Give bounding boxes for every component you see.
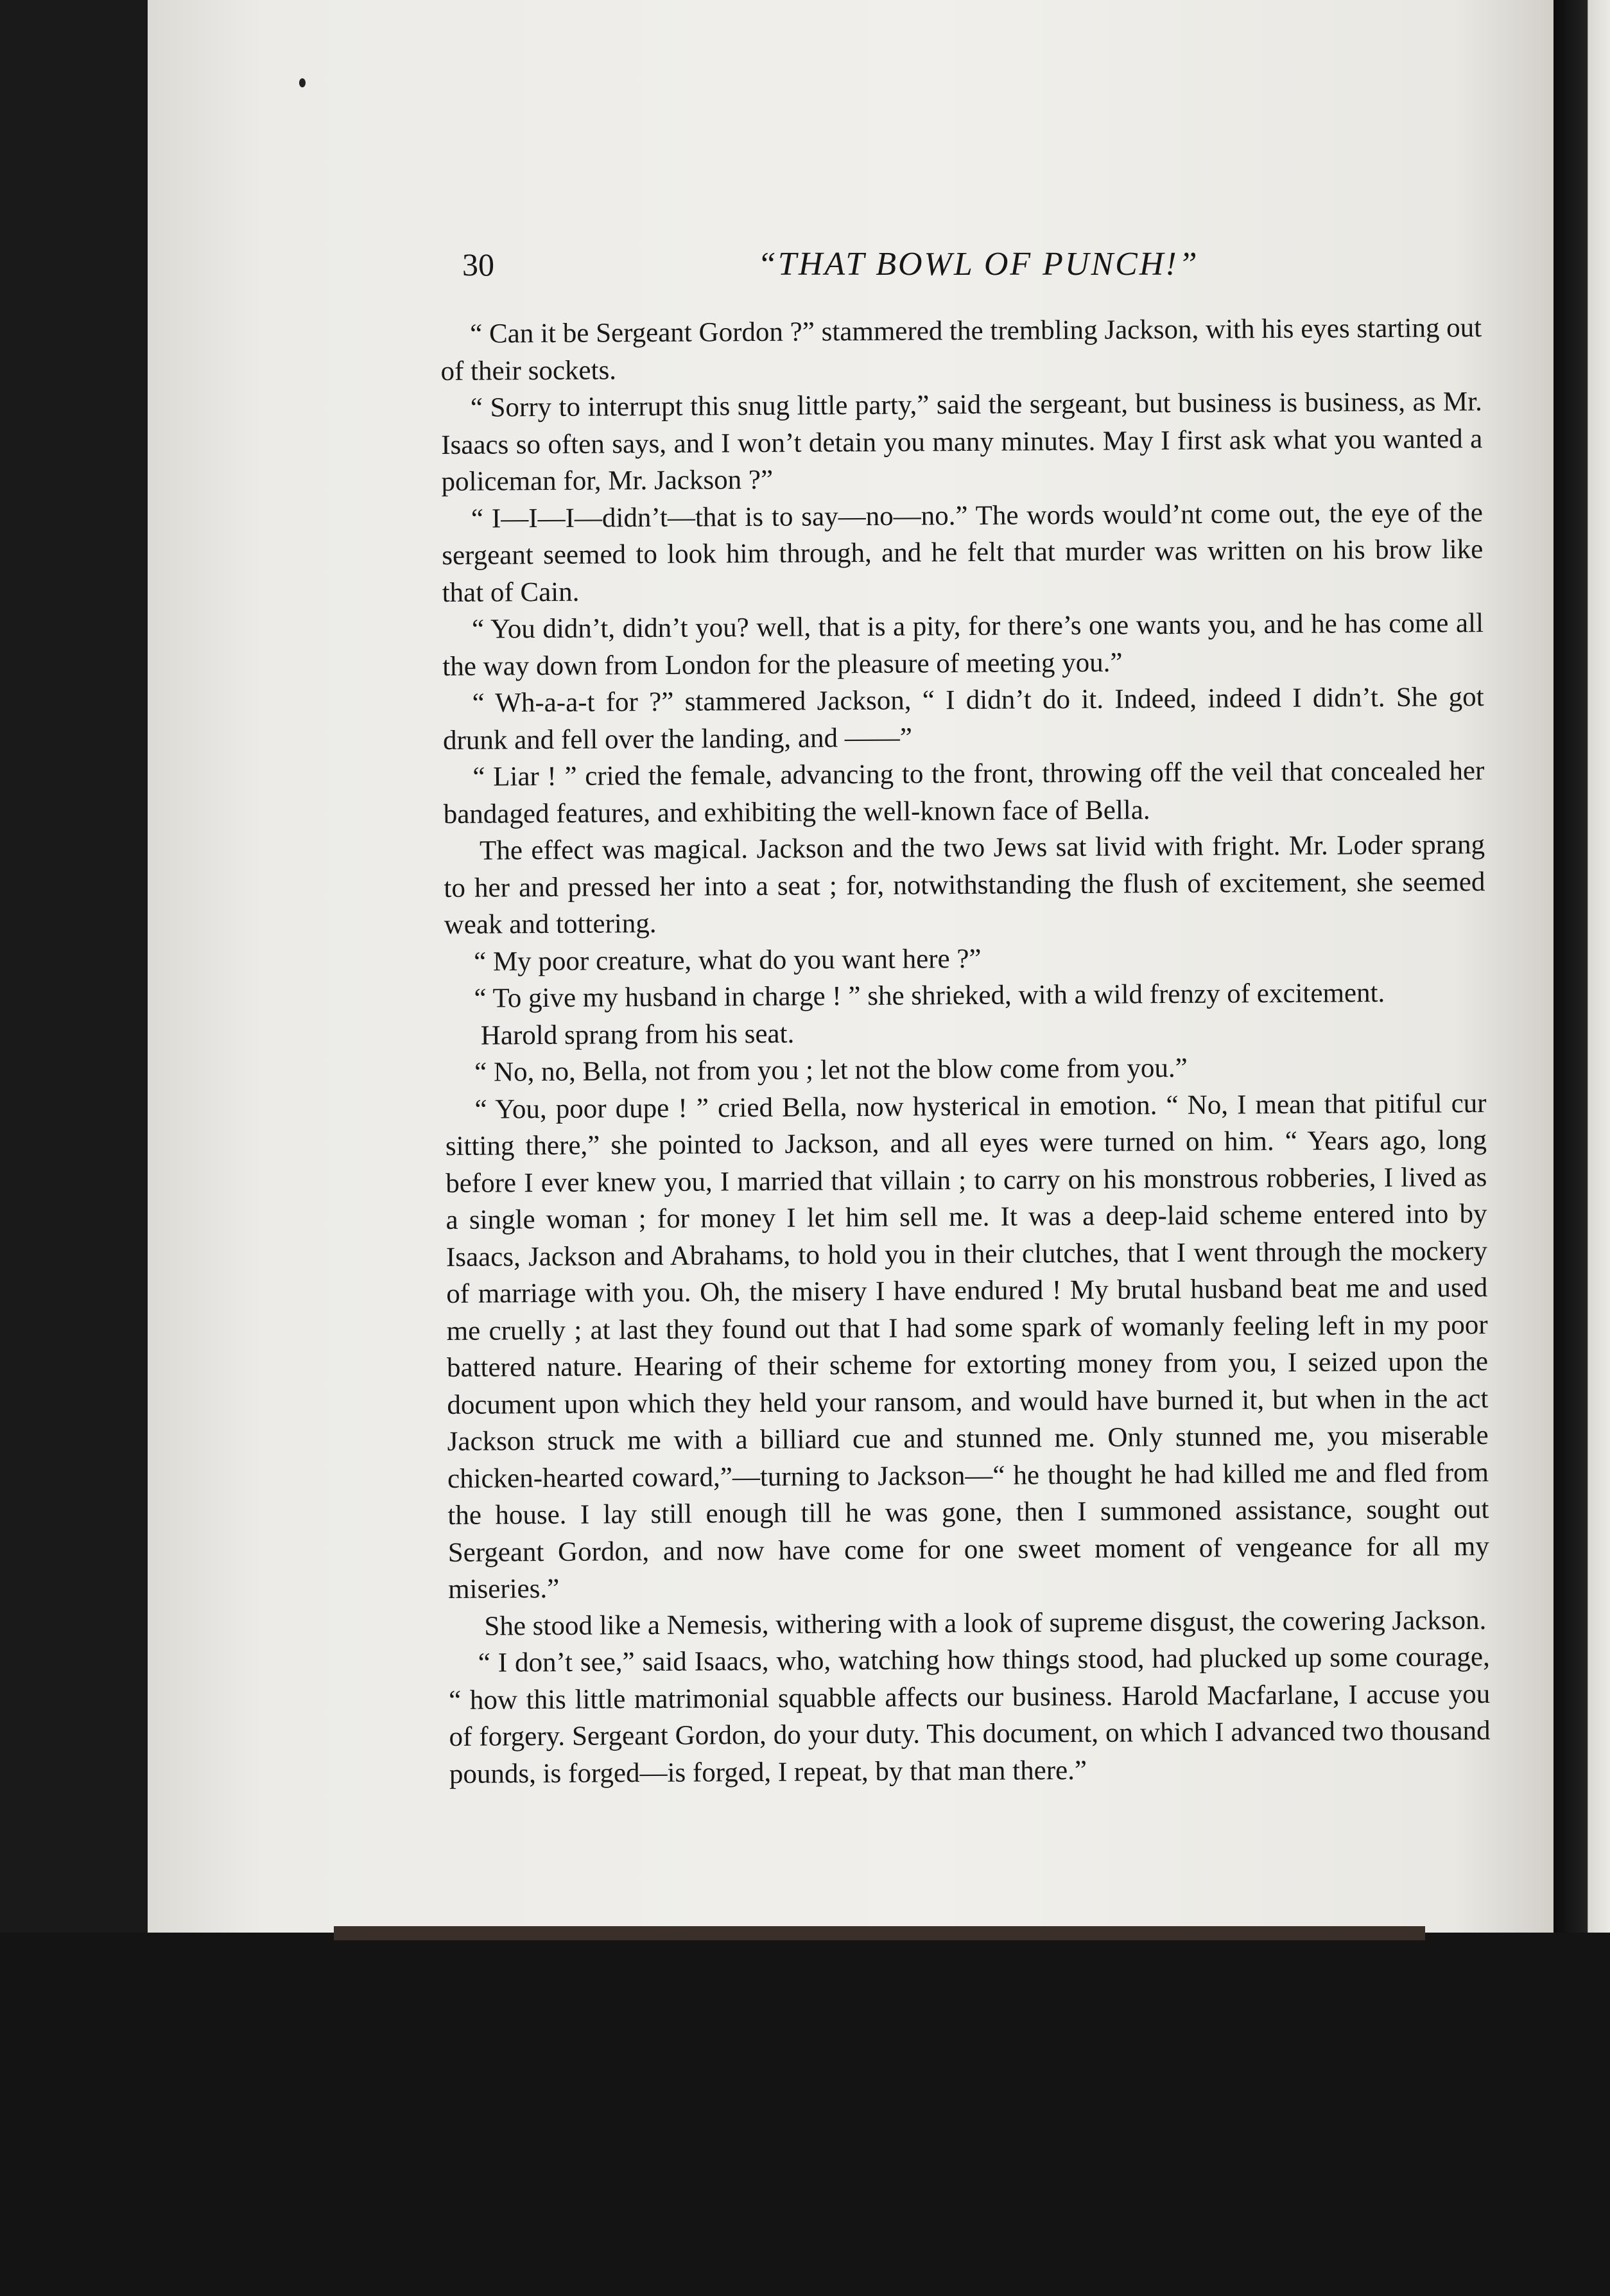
paragraph: “ Can it be Sergeant Gordon ?” stammered the trembling Jackson, with his eyes starting out of their sockets. xyxy=(440,313,1482,387)
paragraph: “ You didn’t, didn’t you? well, that is a pity, for there’s one wants you, and he has come all the way down from London for the pleasure of meeting you.” xyxy=(442,608,1484,682)
paragraph: Harold sprang from his seat. xyxy=(480,1018,795,1051)
paragraph: “ To give my husband in charge ! ” she shrieked, with a wild frenzy of excitement. xyxy=(474,978,1385,1014)
paragraph: “ My poor creature, what do you want here ?” xyxy=(474,943,982,977)
paragraph: “ Sorry to interrupt this snug little party,” said the sergeant, but business is business, as Mr. Isaacs so often says, and I won’t detain you many minutes. May I first ask what you wanted a policeman for, Mr. Jackson ?” xyxy=(441,387,1483,497)
paragraph: “ Wh-a-a-t for ?” stammered Jackson, “ I didn’t do it. Indeed, indeed I didn’t. She got drunk and fell over the landing, and ——” xyxy=(442,682,1484,756)
page-number: 30 xyxy=(462,247,494,283)
paragraph: She stood like a Nemesis, withering with a look of supreme disgust, the cowering Jackson. xyxy=(484,1605,1487,1642)
page-header xyxy=(462,245,1476,284)
running-title: “THAT BOWL OF PUNCH!” xyxy=(757,246,1199,283)
paragraph: “ I don’t see,” said Isaacs, who, watching how things stood, had plucked up some courage, “ how this little matrimonial squabble affects our business. Harold Macfarlane, I accuse you of forgery. Sergeant Gordon, do your duty. This document, on which I advanced two thousand pounds, is forged—is forged, I repeat, by that man there.” xyxy=(449,1642,1491,1789)
body-text xyxy=(440,309,1491,1793)
binding-band xyxy=(334,1926,1425,1940)
ink-speck xyxy=(299,78,306,87)
paragraph: “ I—I—I—didn’t—that is to say—no—no.” The words would’nt come out, the eye of the sergeant seemed to look him through, and he felt that murder was written on his brow like that of Cain. xyxy=(442,497,1484,608)
paragraph: “ Liar ! ” cried the female, advancing to the front, throwing off the veil that concealed her bandaged features, and exhibiting the well-known face of Bella. xyxy=(443,756,1485,830)
paragraph: “ No, no, Bella, not from you ; let not the blow come from you.” xyxy=(474,1052,1188,1088)
paragraph: “ You, poor dupe ! ” cried Bella, now hysterical in emotion. “ No, I mean that pitiful cur sitting there,” she pointed to Jackson, and all eyes were turned on him. “ Years ago, long before I ever knew you, I married that villain ; to carry on his monstrous robberies, I lived as a single woman ; for money I let him sell me. It was a deep-laid scheme entered into by Isaacs, Jackson and Abrahams, to hold you in their clutches, that I went through the mockery of marriage with you. Oh, the misery I have endured ! My brutal husband beat me and used me cruelly ; at last they found out that I had some spark of womanly feeling left in my poor battered nature. Hearing of their scheme for extorting money from you, I seized upon the document upon which they held your ransom, and would have burned it, but when in the act Jackson struck me with a billiard cue and stunned me. Only stunned me, you miserable chicken-hearted coward,”—turning to Jackson—“ he thought he had killed me and fled from the house. I lay still enough till he was gone, then I summoned assistance, sought out Sergeant Gordon, and now have come for one sweet moment of vengeance for all my miseries.” xyxy=(445,1088,1489,1605)
scan-background xyxy=(0,1933,1610,2296)
paragraph: The effect was magical. Jackson and the two Jews sat livid with fright. Mr. Loder sprang to her and pressed her into a seat ; for, notwithstanding the flush of excitement, she seemed weak and tottering. xyxy=(444,830,1485,940)
